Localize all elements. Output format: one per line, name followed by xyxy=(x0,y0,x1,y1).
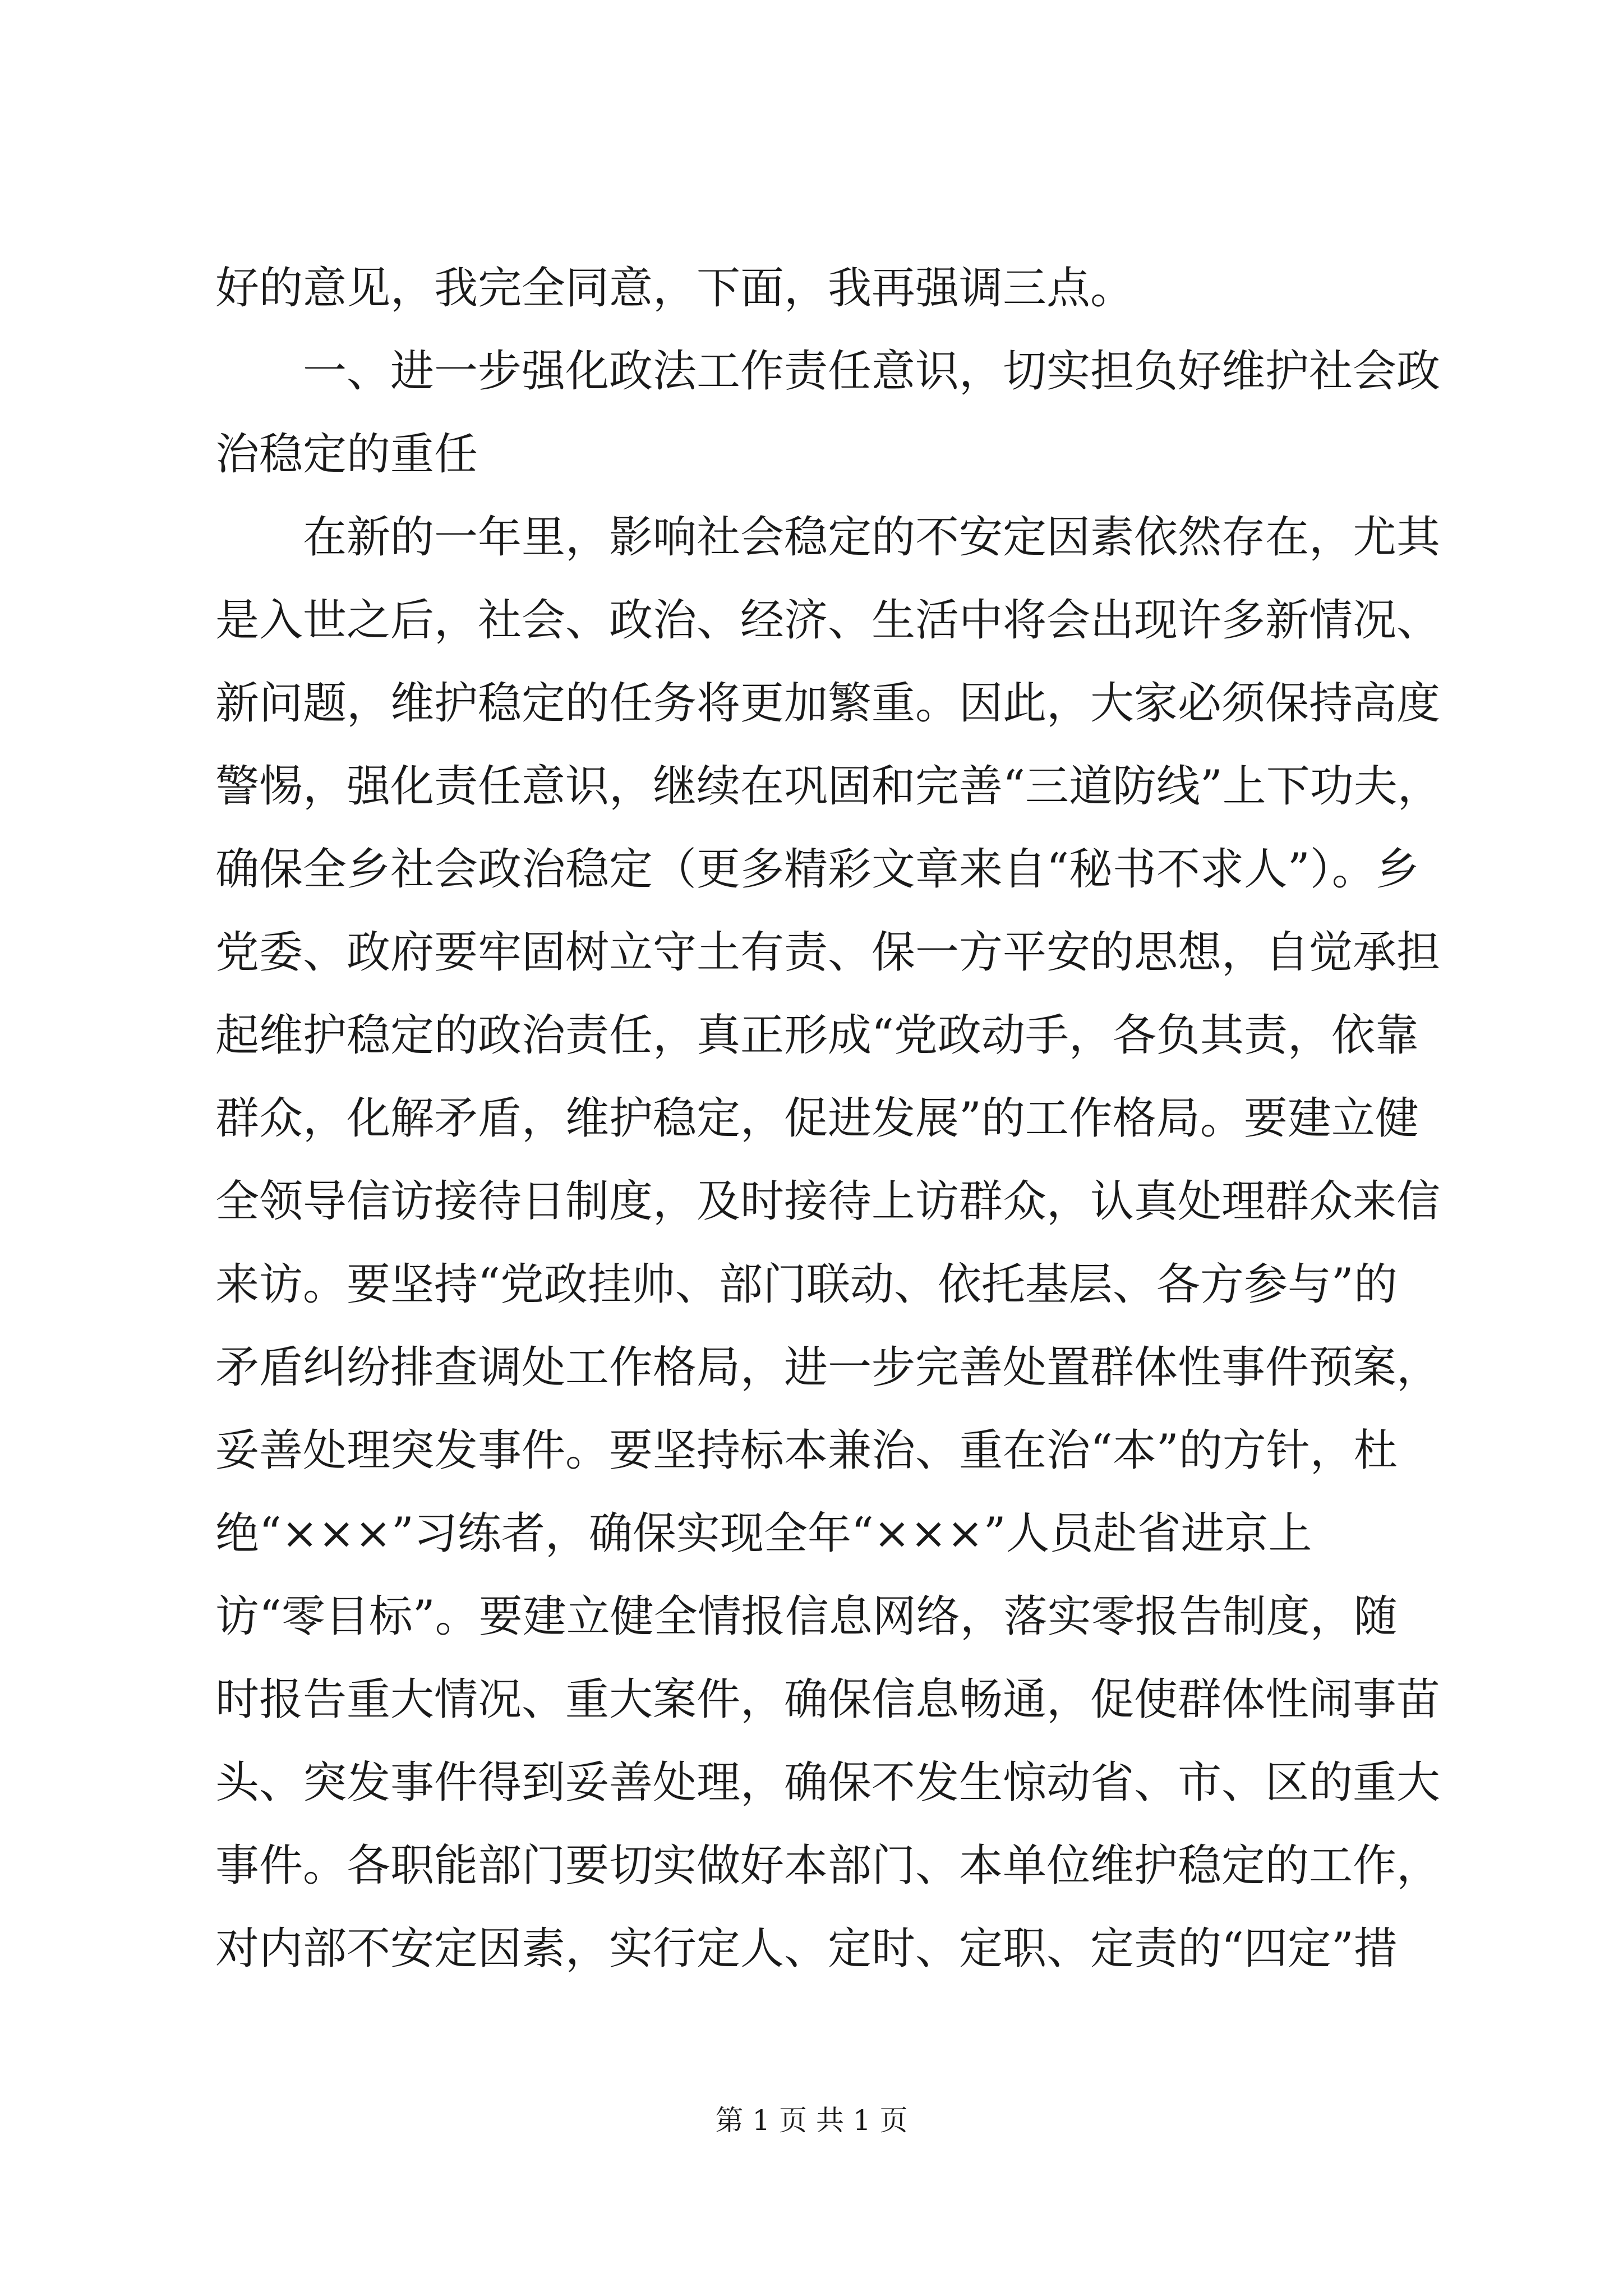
text-line: 来访。要坚持“党政挂帅、部门联动、依托基层、各方参与”的 xyxy=(215,1259,1398,1310)
text-line: 好的意见，我完全同意，下面，我再强调三点。 xyxy=(215,263,1135,314)
text-line: 对内部不安定因素，实行定人、定时、定职、定责的“四定”措 xyxy=(215,1924,1398,1974)
text-line: 确保全乡社会政治稳定（更多精彩文章来自“秘书不求人”）。乡 xyxy=(215,844,1419,895)
text-line: 党委、政府要牢固树立守土有责、保一方平安的思想，自觉承担 xyxy=(215,927,1441,978)
section-heading-line: 治稳定的重任 xyxy=(215,429,478,480)
text-line: 群众，化解矛盾，维护稳定，促进发展”的工作格局。要建立健 xyxy=(215,1093,1419,1144)
text-line: 绝“×××”习练者，确保实现全年“×××”人员赴省进京上 xyxy=(215,1508,1312,1559)
text-line: 头、突发事件得到妥善处理，确保不发生惊动省、市、区的重大 xyxy=(215,1757,1441,1808)
section-heading-line: 一、进一步强化政法工作责任意识，切实担负好维护社会政 xyxy=(215,346,1441,397)
text-line: 时报告重大情况、重大案件，确保信息畅通，促使群体性闹事苗 xyxy=(215,1674,1441,1725)
document-body xyxy=(215,247,1472,1990)
text-line: 矛盾纠纷排查调处工作格局，进一步完善处置群体性事件预案， xyxy=(215,1342,1441,1393)
text-line: 新问题，维护稳定的任务将更加繁重。因此，大家必须保持高度 xyxy=(215,678,1441,729)
text-line: 全领导信访接待日制度，及时接待上访群众，认真处理群众来信 xyxy=(215,1176,1441,1227)
text-line: 是入世之后，社会、政治、经济、生活中将会出现许多新情况、 xyxy=(215,595,1441,646)
text-line: 起维护稳定的政治责任，真正形成“党政动手，各负其责，依靠 xyxy=(215,1010,1419,1061)
text-line: 在新的一年里，影响社会稳定的不安定因素依然存在，尤其 xyxy=(215,512,1441,563)
text-line: 访“零目标”。要建立健全情报信息网络，落实零报告制度，随 xyxy=(215,1591,1398,1642)
text-line: 警惕，强化责任意识，继续在巩固和完善“三道防线”上下功夫， xyxy=(215,761,1441,812)
text-line: 事件。各职能部门要切实做好本部门、本单位维护稳定的工作， xyxy=(215,1841,1441,1891)
page-number-footer: 第 1 页 共 1 页 xyxy=(715,2104,908,2137)
text-line: 妥善处理突发事件。要坚持标本兼治、重在治“本”的方针，杜 xyxy=(215,1425,1398,1476)
